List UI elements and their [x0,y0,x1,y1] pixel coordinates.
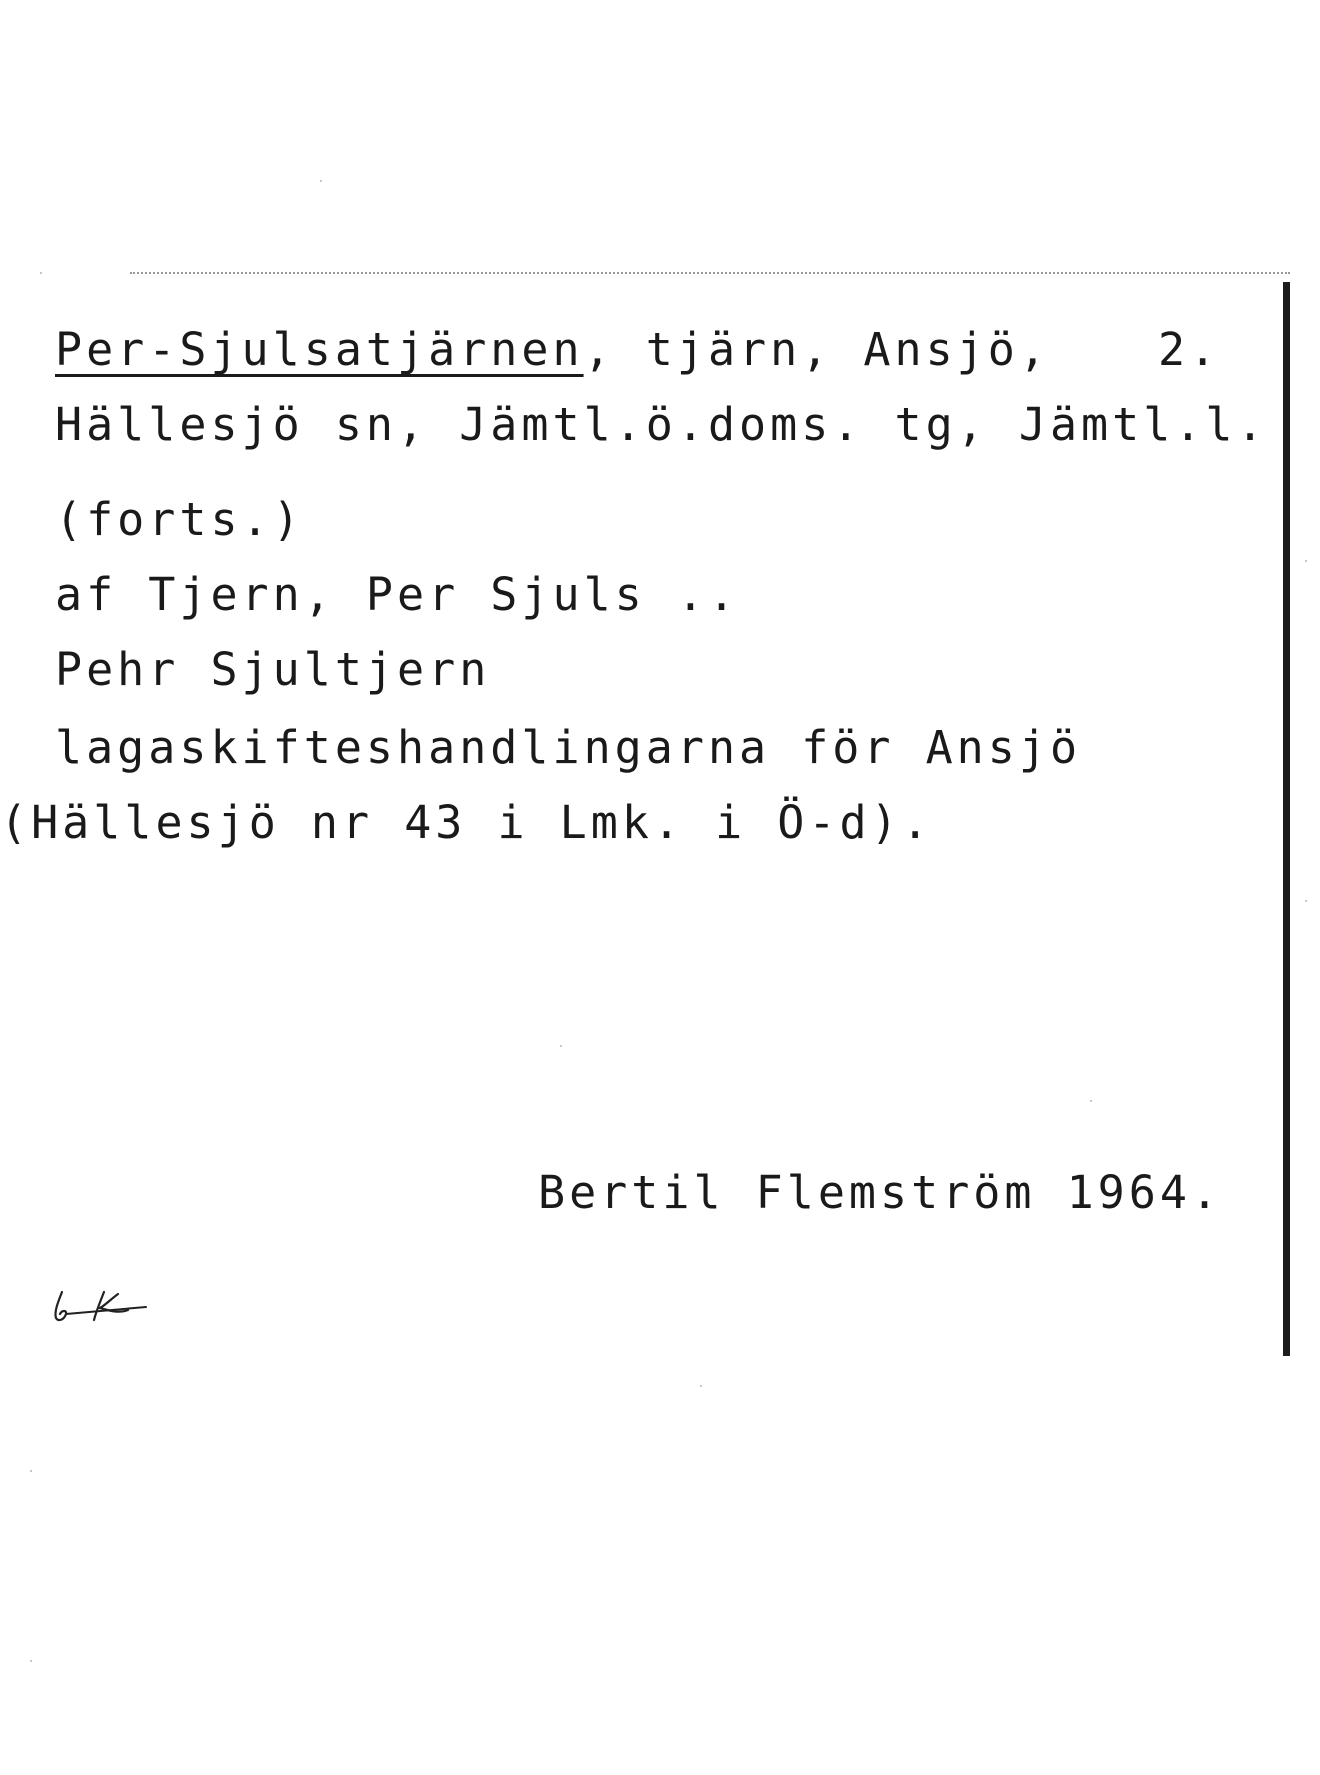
source-line-2: (Hällesjö nr 43 i Lmk. i Ö-d). [0,796,933,849]
entry-headword: Per-Sjulsatjärnen [55,323,584,376]
paper-speck [40,272,42,274]
source-line-1: lagaskifteshandlingarna för Ansjö [55,721,1082,774]
paper-speck [30,1660,32,1662]
paper-speck [1090,1100,1092,1102]
author-signature: Bertil Flemström 1964. [538,1166,1223,1219]
card-number: 2. [1158,323,1221,376]
paper-speck [700,1385,702,1387]
entry-heading-rest: , tjärn, Ansjö, [583,323,1050,376]
entry-heading-line [55,323,1050,376]
paper-speck [560,1045,562,1047]
paper-speck [1305,900,1307,902]
card-right-border [1283,282,1290,1356]
paper-speck [320,180,322,182]
historical-form-1: af Tjern, Per Sjuls .. [55,568,740,621]
card-top-border [130,272,1290,274]
continuation-note: (forts.) [55,493,304,546]
paper-speck [30,1470,32,1472]
handwritten-initials [48,1280,148,1330]
historical-form-2: Pehr Sjultjern [55,643,491,696]
paper-speck [1305,560,1307,562]
entry-location-line: Hällesjö sn, Jämtl.ö.doms. tg, Jämtl.l. [55,398,1268,451]
